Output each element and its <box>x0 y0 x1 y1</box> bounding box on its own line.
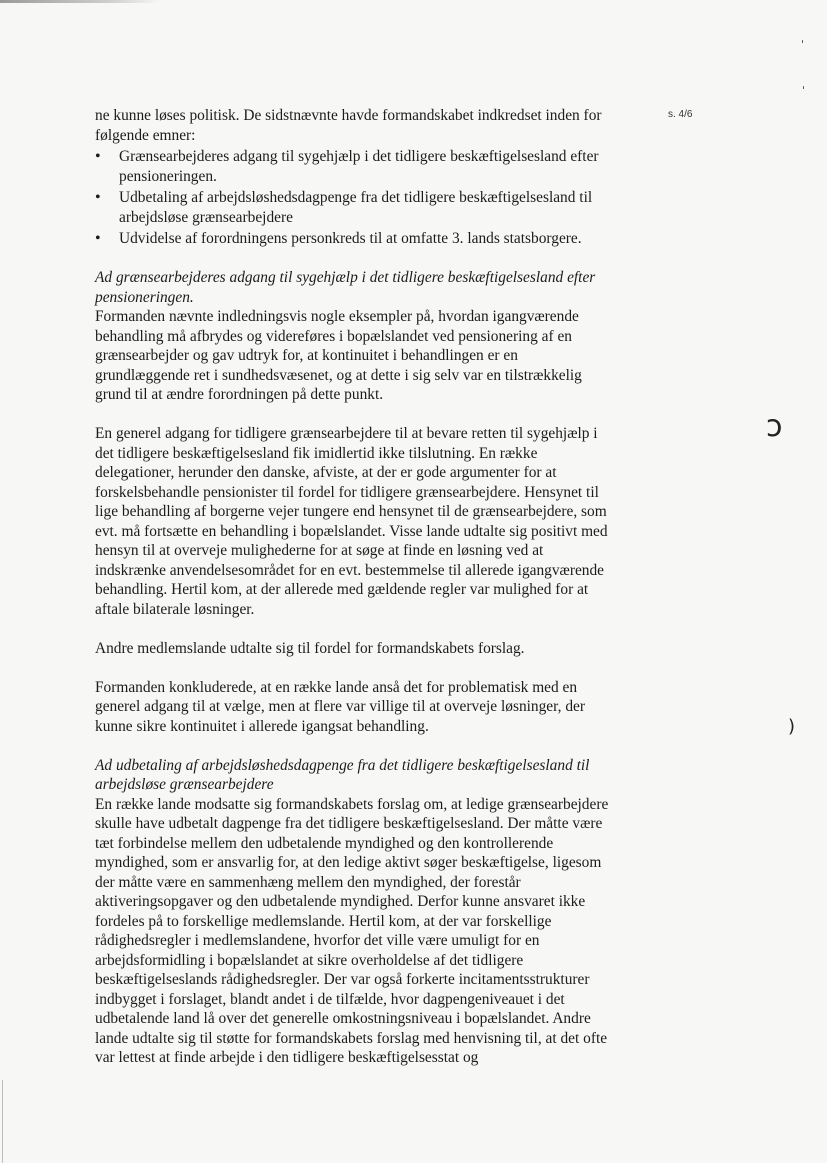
scan-speck: ↄ <box>766 409 783 444</box>
scan-speck: ) <box>788 716 796 737</box>
list-item: • Udvidelse af forordningens personkreds til at omfatte 3. lands statsborgere. <box>95 229 615 249</box>
page-number: s. 4/6 <box>668 109 693 120</box>
scan-speck: ˈ <box>801 38 805 51</box>
intro-paragraph: ne kunne løses politisk. De sidstnævnte havde formandskabet indkredset inden for følgende emner: <box>95 107 602 144</box>
paragraph: En række lande modsatte sig formandskabets forslag om, at ledige grænsearbejdere skulle have udbetalt dagpenge fra det tidligere beskæftigelsesland. Der måtte være tæt forbindelse mellem den udbetalende myndighed og den kontrollerende myndighed, som er ansvarlig for, at den ledige aktivt søger beskæftigelse, ligesom der måtte være en sammenhæng mellem den myndighed, der forestår aktiveringsopgaver og den udbetalende myndighed. Derfor kunne ansvaret ikke fordeles på to forskellige medlemslande. Hertil kom, at der var forskellige rådighedsregler i medlemslandene, hvorfor det ville være umuligt for en arbejdsformidling i bopælslandet at sikre overholdelse af det tidligere beskæftigelseslands rådighedsregler. Der var også forkerte incitamentsstrukturer indbygget i forslaget, blandt andet i de tilfælde, hvor dagpengeniveauet i det udbetalende land lå over det generelle omkostningsniveau i bopælslandet. Andre lande udtalte sig til støtte for formandskabets forslag med henvisning til, at det ofte var lettest at finde arbejde i den tidligere beskæftigelsesstat og <box>95 795 609 1066</box>
paragraph: Formanden nævnte indledningsvis nogle eksempler på, hvordan igangværende behandling må afbrydes og videreføres i bopælslandet ved pensionering af en grænsearbejder og gav udtryk for, at kontinuitet i behandlingen er en grundlæggende ret i sundhedsvæsenet, og at dette i sig selv var en tilstrækkelig grund til at ændre forordningen på dette punkt. <box>95 308 582 403</box>
scan-speck: ˈ <box>802 84 806 97</box>
scan-edge-mark <box>0 0 160 3</box>
section-heading: Ad grænsearbejderes adgang til sygehjælp i det tidligere beskæftigelsesland efter pensioneringen. <box>95 269 596 306</box>
section-heading: Ad udbetaling af arbejdsløshedsdagpenge fra det tidligere beskæftigelsesland til arbejdsløse grænsearbejdere <box>95 756 590 793</box>
paragraph: Andre medlemslande udtalte sig til fordel for formandskabets forslag. <box>95 639 525 657</box>
paragraph: Formanden konkluderede, at en række lande anså det for problematisk med en generel adgang til at vælge, men at flere var villige til at overveje løsninger, der kunne sikre kontinuitet i allerede igangsat behandling. <box>95 678 585 735</box>
scan-edge-mark <box>2 1080 3 1163</box>
paragraph: En generel adgang for tidligere grænsearbejdere til at bevare retten til sygehjælp i det tidligere beskæftigelsesland fik imidlertid ikke tilslutning. En række delegationer, herunder den danske, afviste, at der er gode argumenter for at forskelsbehandle pensionister til fordel for tidligere grænsearbejdere. Hensynet til lige behandling af borgerne vejer tungere end hensynet til de grænsearbejdere, som evt. må fortsætte en behandling i bopælslandet. Visse lande udtalte sig positivt med hensyn til at overveje mulighederne for at søge at finde en løsning ved at indskrænke anvendelsesområdet for en evt. bestemmelse til allerede igangværende behandling. Hertil kom, at der allerede med gældende regler var mulighed for at aftale bilaterale løsninger. <box>95 425 608 618</box>
topic-list <box>95 147 615 249</box>
list-item: • Udbetaling af arbejdsløshedsdagpenge fra det tidligere beskæftigelsesland til arbejdsløse grænsearbejdere <box>95 188 615 227</box>
list-item: • Grænsearbejderes adgang til sygehjælp i det tidligere beskæftigelsesland efter pensioneringen. <box>95 147 615 186</box>
document-body <box>95 106 615 1068</box>
